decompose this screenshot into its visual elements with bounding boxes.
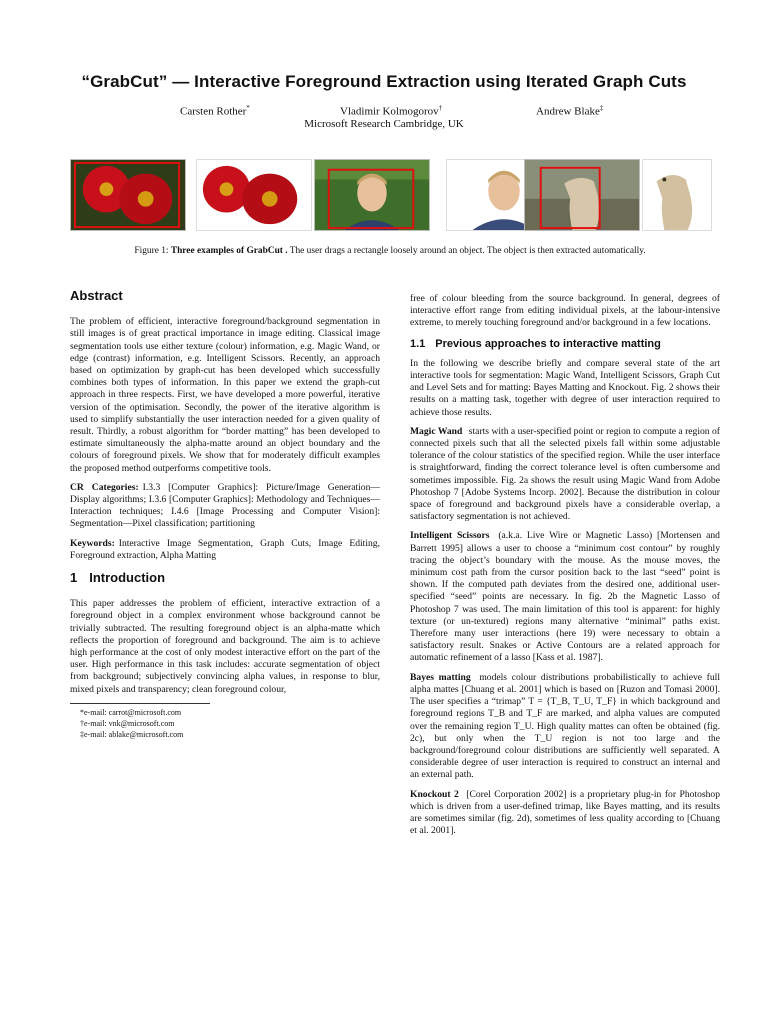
footnotes [70, 703, 210, 740]
footnote-rother: *e-mail: carrot@microsoft.com [80, 707, 182, 717]
figure-image-llama-input [524, 159, 640, 231]
paragraph-intelligent-scissors: Intelligent Scissors (a.k.a. Live Wire or Magnetic Lasso) [Mortensen and Barrett 1995] allows a user to choose a “minimum cost contour” by roughly tracing the object’s boundary with the mouse. As the mouse moves, the minimum cost path from the cursor position back to the last “seed” point is shown. If the computed path deviates from the desired one, additional user-specified “seed” points are necessary. In fig. 2b the Magnetic Lasso of Photoshop 7 was used. The main limitation of this tool is apparent: for highly texture (or un-textured) regions many alternative “minimal” paths exist. Therefore many user interactions (here 19) were necessary to obtain a satisfactory result. Snakes or Active Contours are a related approach for automatic refinement of a lasso [Kass et al. 1987]. [410, 530, 720, 664]
affiliation: Microsoft Research Cambridge, UK [304, 118, 464, 130]
keywords: Keywords: Interactive Image Segmentation, Graph Cuts, Image Editing, Foreground extraction, Alpha Matting [70, 537, 380, 561]
figure-image-flowers-result [196, 159, 312, 231]
section-1-1-intro: In the following we describe briefly and compare several state of the art interactive tools for segmentation: Magic Wand, Intelligent Scissors, Graph Cut and Level Sets and for matting: Bayes Matting and Knockout. Fig. 2 shows their results on a matting task, together with degree of user interaction required to achieve those results. [410, 357, 720, 418]
author-kolmogorov: Vladimir Kolmogorov† [340, 104, 443, 118]
figure-image-man-input [314, 159, 430, 231]
figure-1-caption: Figure 1: Three examples of GrabCut . The user drags a rectangle loosely around an object. The object is then extracted automatically. [134, 246, 646, 256]
figure-image-llama-result [642, 159, 712, 231]
figure-image-flowers-input [70, 159, 186, 231]
author-blake: Andrew Blake‡ [536, 104, 604, 118]
paper-title: “GrabCut” — Interactive Foreground Extraction using Iterated Graph Cuts [81, 72, 687, 91]
cr-categories: CR Categories: I.3.3 [Computer Graphics]: Picture/Image Generation—Display algorithms; I.3.6 [Computer Graphics]: Methodology and Techniques—Interaction techniques; I.4.6 [Image Processing and Computer Vision]: Segmentation—Pixel classification; partitioning [70, 481, 380, 530]
section-1-1-heading: 1.1 Previous approaches to interactive matting [410, 337, 661, 350]
introduction-text: This paper addresses the problem of efficient, interactive extraction of a foreground object in a complex environment whose background cannot be trivially subtracted. The resulting foreground object is an alpha-matte which reflects the proportion of foreground and background. The aim is to achieve high performance at the cost of only modest interactive effort on the part of the user. High performance in this task includes: accurate segmentation of object from background; subjectively convincing alpha values, in response to blur, mixed pixels and transparency; clean foreground colour, [70, 598, 380, 695]
author-rother: Carsten Rother* [180, 104, 250, 118]
introduction-heading: 1 Introduction [70, 570, 166, 586]
introduction-continuation: free of colour bleeding from the source background. In general, degrees of interactive effort range from editing individual pixels, at the labour-intensive extreme, to merely touching foreground and/or background in a few locations. [410, 293, 720, 329]
figure-1-images [70, 159, 712, 233]
abstract-text: The problem of efficient, interactive foreground/background segmentation in still images is of great practical importance in image editing. Classical image segmentation tools use either texture (colour) information, e.g. Magic Wand, or edge (contrast) information, e.g. Intelligent Scissors. Recently, an approach based on optimization by graph-cut has been developed which successfully combines both types of information. In this paper we extend the graph-cut approach in three respects. First, we have developed a more powerful, iterative version of the optimisation. Secondly, the power of the iterative algorithm is used to simplify substantially the user interaction needed for a given quality of result. Thirdly, a robust algorithm for “border matting” has been developed to estimate simultaneously the alpha-matte around an object boundary and the colours of foreground pixels. We show that for moderately difficult examples the proposed method outperforms competitive tools. [70, 316, 380, 474]
author-block [0, 104, 768, 136]
footnote-kolmogorov: †e-mail: vnk@microsoft.com [80, 718, 175, 728]
footnote-blake: ‡e-mail: ablake@microsoft.com [80, 729, 184, 739]
paragraph-magic-wand: Magic Wand starts with a user-specified point or region to compute a region of connected pixels such that all the selected pixels fall within some adjustable tolerance of the colour statistics of the specified region. While the user interface is straightforward, finding the correct tolerance level is often cumbersome and sometimes impossible. Fig. 2a shows the result using Magic Wand from Adobe Photoshop 7 [Adobe Systems Incorp. 2002]. Because the distribution in colour space of foreground and background pixels have a considerable overlap, a satisfactory segmentation is not achieved. [410, 425, 720, 523]
paragraph-bayes-matting: Bayes matting models colour distributions probabilistically to achieve full alpha mattes [Chuang et al. 2001] which is based on [Ruzon and Tomasi 2000]. The user specifies a “trimap” T = {T_B, T_U, T_F} in which background and foreground regions T_B and T_F are marked, and alpha values are computed over the remaining region T_U. High quality mattes can often be obtained (fig. 2c), but only when the T_U region is not too large and the background/foreground colour distributions are sufficiently well separated. A considerable degree of user interaction is required to construct an internal and an external path. [410, 671, 721, 781]
left-column [70, 290, 380, 740]
abstract-heading: Abstract [70, 288, 123, 303]
paragraph-knockout: Knockout 2 [Corel Corporation 2002] is a proprietary plug-in for Photoshop which is driven from a user-defined trimap, like Bayes matting, and its results are sometimes similar (fig. 2d), sometimes of less quality according to [Chuang et al. 2001]. [410, 788, 721, 837]
right-column [410, 293, 720, 844]
